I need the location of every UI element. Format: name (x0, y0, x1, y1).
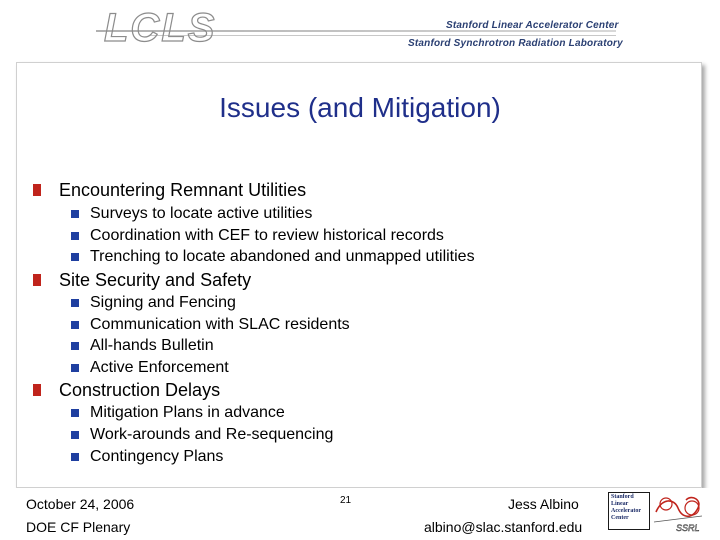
slac-logo-line: Linear (611, 501, 629, 507)
list-item: Signing and Fencing (90, 294, 236, 311)
item-bullet-icon (71, 453, 79, 461)
item-bullet-icon (71, 299, 79, 307)
list-item: Coordination with CEF to review historical records (90, 227, 444, 244)
presenter-email: albino@slac.stanford.edu (424, 519, 583, 535)
section-bullet-icon (33, 274, 41, 286)
section-heading: Encountering Remnant Utilities (59, 180, 307, 200)
list-item: Mitigation Plans in advance (90, 404, 285, 421)
ssrl-logo (652, 490, 706, 534)
footer-date: October 24, 2006 (26, 496, 135, 512)
slide-title: Issues (and Mitigation) (219, 92, 501, 123)
list-item: Active Enforcement (90, 359, 229, 376)
item-bullet-icon (71, 364, 79, 372)
slac-logo-line: Center (611, 515, 629, 521)
slide-header (0, 0, 720, 62)
page-number: 21 (340, 495, 352, 506)
list-item: Surveys to locate active utilities (90, 205, 313, 222)
item-bullet-icon (71, 210, 79, 218)
item-bullet-icon (71, 431, 79, 439)
item-bullet-icon (71, 253, 79, 261)
header-rule-secondary (150, 35, 616, 36)
item-bullet-icon (71, 409, 79, 417)
section-bullet-icon (33, 384, 41, 396)
list-item: Trenching to locate abandoned and unmapped utilities (90, 248, 475, 265)
item-bullet-icon (71, 342, 79, 350)
ssrl-org-name: Stanford Synchrotron Radiation Laboratory (408, 38, 623, 49)
slac-logo-line: Stanford (611, 494, 634, 500)
list-item: Work-arounds and Re-sequencing (90, 426, 334, 443)
slac-logo-line: Accelerator (611, 508, 641, 514)
list-item: All-hands Bulletin (90, 337, 214, 354)
footer-event: DOE CF Plenary (26, 519, 131, 535)
list-item: Communication with SLAC residents (90, 316, 350, 333)
list-item: Contingency Plans (90, 448, 224, 465)
slac-org-name: Stanford Linear Accelerator Center (446, 20, 619, 31)
section-bullet-icon (33, 184, 41, 196)
section-heading: Site Security and Safety (59, 270, 252, 290)
lcls-logo: LCLS (104, 6, 217, 50)
item-bullet-icon (71, 321, 79, 329)
item-bullet-icon (71, 232, 79, 240)
slac-logo (608, 492, 650, 530)
presenter-name: Jess Albino (508, 496, 579, 512)
ssrl-logo-text: SSRL (676, 523, 700, 533)
section-heading: Construction Delays (59, 380, 221, 400)
